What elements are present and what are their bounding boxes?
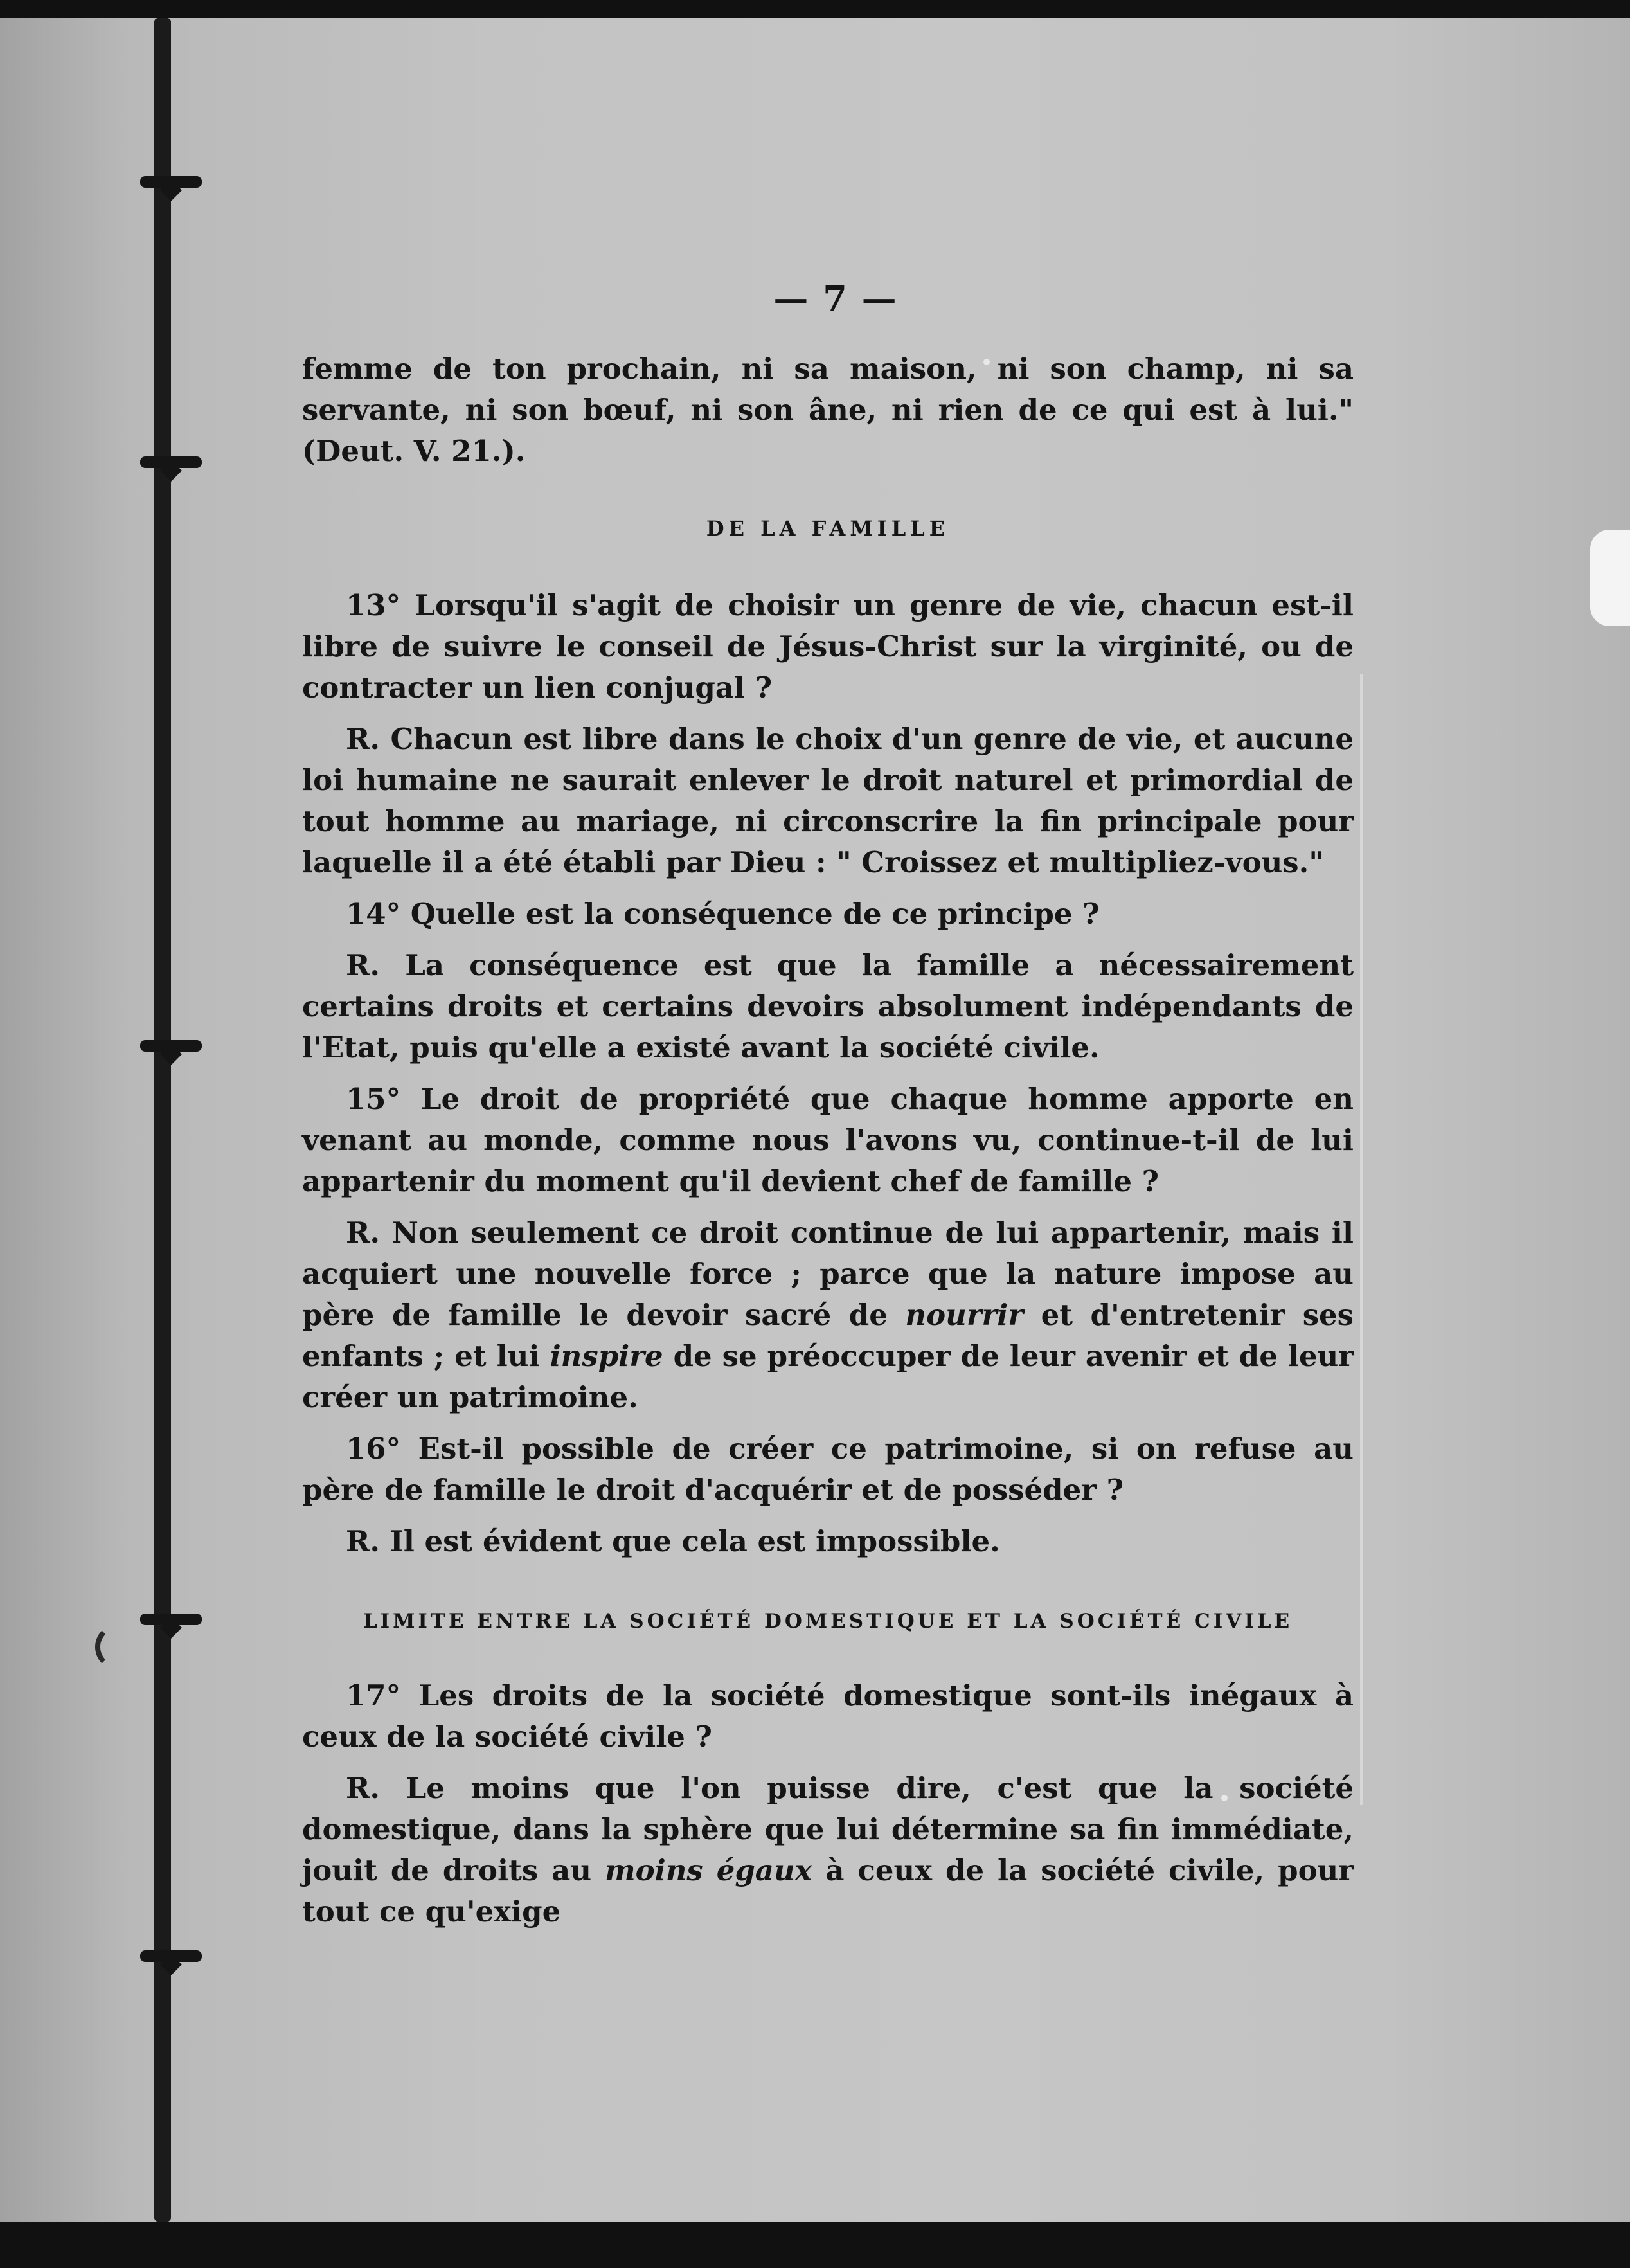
answer-17-text: R. Le moins que l'on puisse dire, c'est que la société domestique, dans la sphère que lui détermine sa fin immédiate, jouit de droits au (302, 1771, 1354, 1887)
binding-thread (140, 1040, 202, 1052)
binding-thread (140, 176, 202, 188)
answer-15-text: R. Non seulement ce droit continue de lui appartenir, mais il acquiert une nouvelle force ; parce que la nature impose au père de famille le devoir sacré de (302, 1216, 1354, 1332)
section-heading: DE LA FAMILLE (706, 516, 950, 541)
question-17: 17° Les droits de la société domestique sont-ils inégaux à ceux de la société civile ? (302, 1679, 1354, 1754)
emphasis-inspire: inspire (550, 1339, 663, 1373)
question-15: 15° Le droit de propriété que chaque homme apporte en venant au monde, comme nous l'avons vu, continue-t-il de lui appartenir du moment qu'il devient chef de famille ? (302, 1082, 1354, 1198)
answer-13: R. Chacun est libre dans le choix d'un genre de vie, et aucune loi humaine ne saurait enlever le droit naturel et primordial de tout homme au mariage, ni circonscrire la fin principale pour laquelle il a été établi par Dieu : " Croissez et multipliez-vous." (302, 722, 1354, 879)
question-14: 14° Quelle est la conséquence de ce principe ? (346, 897, 1100, 931)
question-13: 13° Lorsqu'il s'agit de choisir un genre de vie, chacun est-il libre de suivre le conseil de Jésus-Christ sur la virginité, ou de contracter un lien conjugal ? (302, 588, 1354, 705)
continuation-paragraph: femme de ton prochain, ni sa maison, ni son champ, ni sa servante, ni son bœuf, ni son âne, ni rien de ce qui est à lui." (Deut. V. 21.). (302, 352, 1354, 468)
binding-mark (95, 1624, 141, 1670)
section-heading: LIMITE ENTRE LA SOCIÉTÉ DOMESTIQUE ET LA SOCIÉTÉ CIVILE (363, 1610, 1293, 1633)
answer-15-text: de se préoccuper de leur avenir et de leur créer un patrimoine. (302, 1339, 1354, 1414)
scan-bottom-border (0, 2222, 1630, 2268)
scan-top-border (0, 0, 1630, 18)
answer-15 (302, 1212, 1354, 1418)
edge-blot (1590, 530, 1630, 626)
section-de-la-famille (302, 508, 1354, 1562)
answer-17-text: à ceux de la société civile, pour tout ce qu'exige (302, 1853, 1354, 1929)
answer-17 (302, 1768, 1354, 1932)
binding-spine (154, 18, 171, 2222)
answer-16: R. Il est évident que cela est impossible. (346, 1524, 1000, 1558)
answer-14: R. La conséquence est que la famille a nécessairement certains droits et certains devoirs absolument indépendants de l'Etat, puis qu'elle a existé avant la société civile. (302, 948, 1354, 1065)
binding-thread (140, 1614, 202, 1625)
section-limite (302, 1601, 1354, 1932)
page-crease (1360, 674, 1363, 1805)
question-16: 16° Est-il possible de créer ce patrimoine, si on refuse au père de famille le droit d'acquérir et de posséder ? (302, 1432, 1354, 1507)
page-number: — 7 — (773, 278, 898, 319)
emphasis-moins-egaux: moins égaux (604, 1853, 812, 1887)
page-text (302, 251, 1354, 1943)
book-page (0, 18, 1630, 2222)
emphasis-nourrir: nourrir (905, 1298, 1024, 1332)
binding-thread (140, 456, 202, 468)
answer-15-text: et d'entretenir ses enfants ; et lui (302, 1298, 1354, 1373)
binding-thread (140, 1950, 202, 1962)
